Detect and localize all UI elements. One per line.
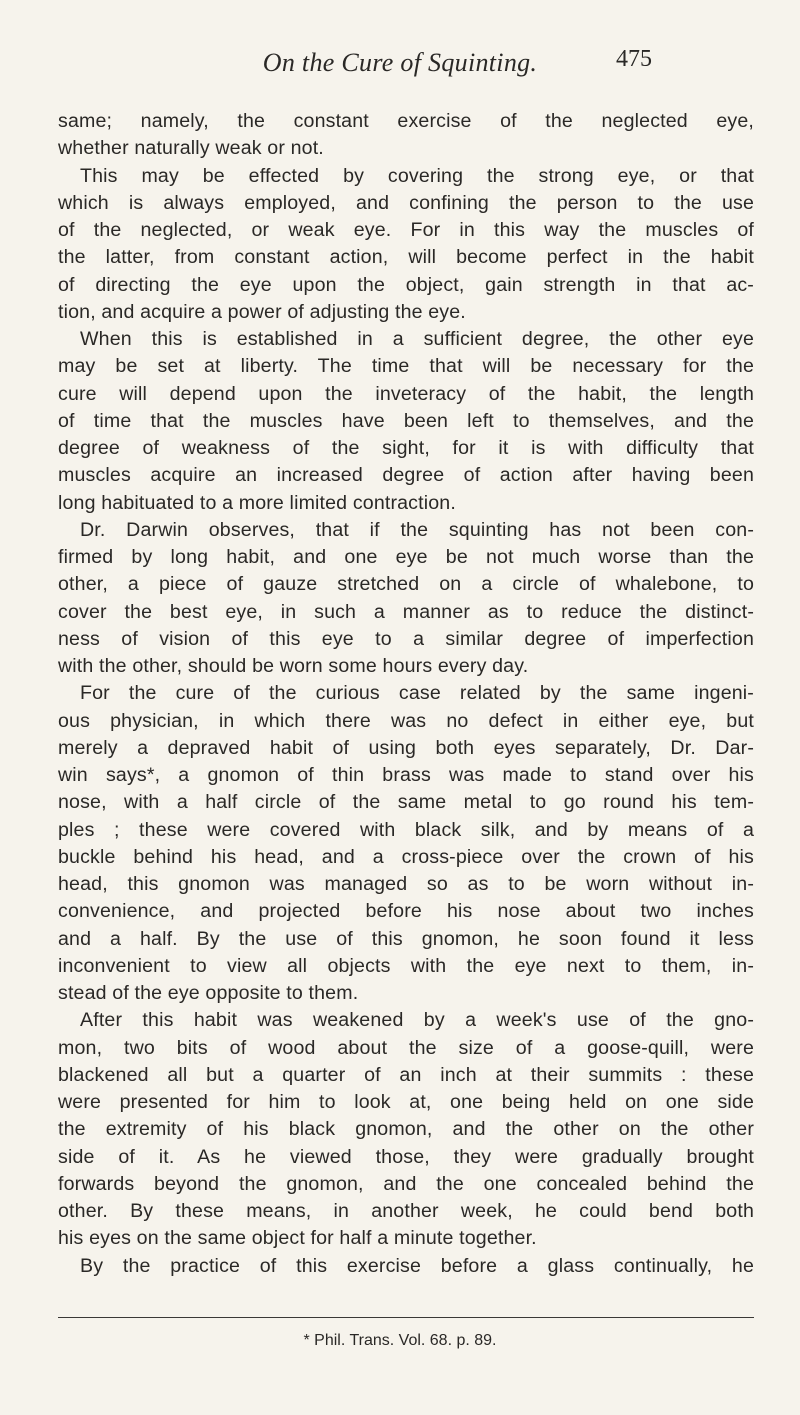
text-line: nose, with a half circle of the same metal to go round his tem- — [58, 791, 754, 814]
text-line: After this habit was weakened by a week's use of the gno- — [80, 1009, 754, 1032]
text-line: This may be effected by covering the strong eye, or that — [80, 164, 754, 187]
text-line: may be set at liberty. The time that will be necessary for the — [58, 355, 754, 378]
text-line: whether naturally weak or not. — [58, 137, 324, 160]
text-line: convenience, and projected before his nose about two inches — [58, 900, 754, 923]
text-line: were presented for him to look at, one being held on one side — [58, 1091, 754, 1113]
text-line: of the neglected, or weak eye. For in this way the muscles of — [58, 219, 754, 241]
text-line: muscles acquire an increased degree of action after having been — [58, 464, 754, 487]
text-line: cure will depend upon the inveteracy of the habit, the length — [58, 382, 754, 405]
footnote: * Phil. Trans. Vol. 68. p. 89. — [303, 1332, 497, 1349]
text-line: forwards beyond the gnomon, and the one concealed behind the — [58, 1172, 754, 1195]
text-line: ous physician, in which there was no defect in either eye, but — [58, 709, 754, 732]
text-line: of time that the muscles have been left to themselves, and the — [58, 409, 754, 432]
text-line: win says*, a gnomon of thin brass was made to stand over his — [58, 764, 754, 786]
text-line: of directing the eye upon the object, gain strength in that ac- — [58, 273, 754, 296]
text-line: other, a piece of gauze stretched on a circle of whalebone, to — [58, 573, 754, 596]
text-line: firmed by long habit, and one eye be not much worse than the — [58, 546, 754, 568]
text-line: long habituated to a more limited contraction. — [58, 491, 456, 514]
text-line: and a half. By the use of this gnomon, he soon found it less — [58, 927, 754, 950]
text-line: blackened all but a quarter of an inch at their summits : these — [58, 1063, 754, 1086]
page-number: 475 — [616, 46, 652, 72]
text-line: By the practice of this exercise before a glass continually, he — [80, 1254, 754, 1277]
text-line: other. By these means, in another week, he could bend both — [58, 1200, 754, 1222]
text-line: which is always employed, and confining the person to the use — [58, 191, 754, 214]
running-title: On the Cure of Squinting. — [262, 48, 538, 77]
footnote-divider — [58, 1317, 754, 1318]
body-text — [58, 108, 754, 1280]
text-line: merely a depraved habit of using both eyes separately, Dr. Dar- — [58, 736, 754, 759]
text-line: with the other, should be worn some hours every day. — [58, 655, 529, 677]
text-line: his eyes on the same object for half a minute together. — [58, 1227, 537, 1250]
text-line: the latter, from constant action, will become perfect in the habit — [58, 246, 754, 269]
text-line: mon, two bits of wood about the size of a goose-quill, were — [58, 1036, 754, 1059]
text-line: head, this gnomon was managed so as to be worn without in- — [58, 873, 754, 895]
text-line: tion, and acquire a power of adjusting the eye. — [58, 300, 466, 323]
text-line: buckle behind his head, and a cross-piece over the crown of his — [58, 845, 754, 868]
text-line: ples ; these were covered with black silk, and by means of a — [58, 818, 754, 841]
text-line: cover the best eye, in such a manner as to reduce the distinct- — [58, 600, 754, 623]
text-line: ness of vision of this eye to a similar degree of imperfection — [58, 627, 754, 650]
text-line: When this is established in a sufficient degree, the other eye — [80, 328, 754, 350]
text-line: side of it. As he viewed those, they were gradually brought — [58, 1145, 754, 1168]
text-line: the extremity of his black gnomon, and the other on the other — [58, 1118, 754, 1141]
text-line: Dr. Darwin observes, that if the squinting has not been con- — [80, 518, 754, 541]
text-line: stead of the eye opposite to them. — [58, 982, 359, 1004]
text-line: For the cure of the curious case related by the same ingeni- — [80, 682, 754, 705]
text-line: degree of weakness of the sight, for it is with difficulty that — [58, 437, 754, 459]
text-line: same; namely, the constant exercise of the neglected eye, — [58, 110, 754, 132]
text-line: inconvenient to view all objects with the eye next to them, in- — [58, 954, 754, 977]
page-header — [0, 48, 800, 94]
